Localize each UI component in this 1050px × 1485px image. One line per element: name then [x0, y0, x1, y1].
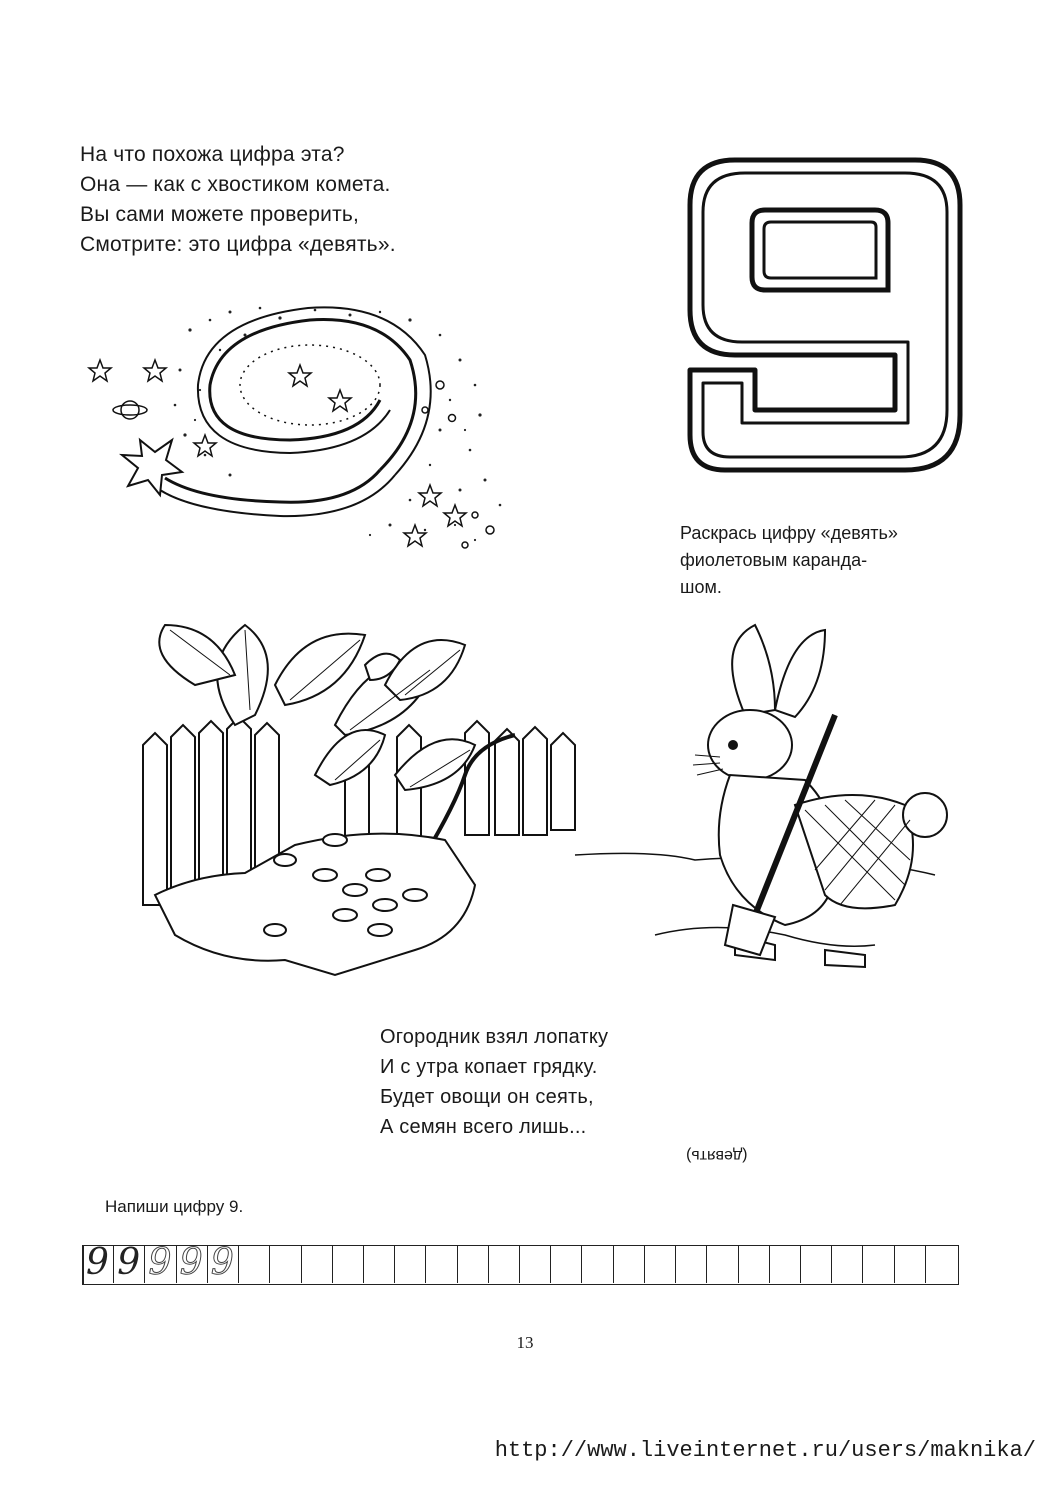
writing-cell-divider	[675, 1245, 676, 1283]
poem-top-line: На что похожа цифра эта?	[80, 143, 345, 166]
writing-cell-divider	[550, 1245, 551, 1283]
writing-cell-divider	[613, 1245, 614, 1283]
poem-bottom-line: И с утра копает грядку.	[380, 1056, 598, 1078]
writing-cell-divider	[706, 1245, 707, 1283]
writing-cell-divider	[332, 1245, 333, 1283]
comet-nine-illustration	[80, 290, 530, 560]
poem-top-line: Вы сами можете проверить,	[80, 203, 360, 226]
riddle-answer-upside-down: (девять)	[686, 1147, 748, 1164]
writing-cell-divider	[581, 1245, 582, 1283]
source-url: http://www.liveinternet.ru/users/maknika/	[494, 1438, 1036, 1463]
instruction-line: фиолетовым каранда-	[680, 550, 868, 570]
writing-cell-divider	[269, 1245, 270, 1283]
poem-bottom	[380, 1022, 608, 1142]
instruction-line: шом.	[680, 577, 722, 597]
writing-cell-divider	[862, 1245, 863, 1283]
page-number: 13	[516, 1333, 534, 1352]
dotted-sample-digit: 9	[210, 1242, 234, 1283]
poem-top-line: Она — как с хвостиком комета.	[80, 173, 391, 196]
writing-cell-divider	[363, 1245, 364, 1283]
writing-cell-divider	[425, 1245, 426, 1283]
poem-bottom-line: Будет овощи он сеять,	[380, 1086, 594, 1108]
poem-top-line: Смотрите: это цифра «девять».	[80, 233, 396, 256]
sample-digit: 9	[86, 1242, 109, 1283]
writing-cell-divider	[800, 1245, 801, 1283]
writing-cell-divider	[394, 1245, 395, 1283]
writing-cell-divider	[769, 1245, 770, 1283]
rabbit-gardener-illustration	[135, 605, 955, 1000]
writing-cell-divider	[301, 1245, 302, 1283]
writing-cell-divider	[488, 1245, 489, 1283]
writing-cell-divider	[831, 1245, 832, 1283]
coloring-instruction	[680, 520, 960, 601]
writing-task-label: Напиши цифру 9.	[105, 1197, 244, 1216]
poem-bottom-line: Огородник взял лопатку	[380, 1026, 609, 1048]
writing-cell-divider	[519, 1245, 520, 1283]
writing-grid[interactable]	[82, 1242, 958, 1285]
poem-top	[80, 140, 396, 260]
writing-cell-divider	[738, 1245, 739, 1283]
writing-cell-divider	[925, 1245, 926, 1283]
poem-bottom-line: А семян всего лишь...	[380, 1116, 587, 1138]
sample-digit: 9	[117, 1242, 141, 1283]
dotted-sample-digit: 9	[148, 1242, 172, 1283]
writing-cell-divider	[238, 1245, 239, 1283]
instruction-line: Раскрась цифру «девять»	[680, 523, 898, 543]
writing-cell-divider	[457, 1245, 458, 1283]
writing-cell-divider	[894, 1245, 895, 1283]
dotted-sample-digit: 9	[179, 1242, 203, 1283]
writing-cell-divider	[644, 1245, 645, 1283]
outlined-nine-icon	[675, 140, 975, 490]
